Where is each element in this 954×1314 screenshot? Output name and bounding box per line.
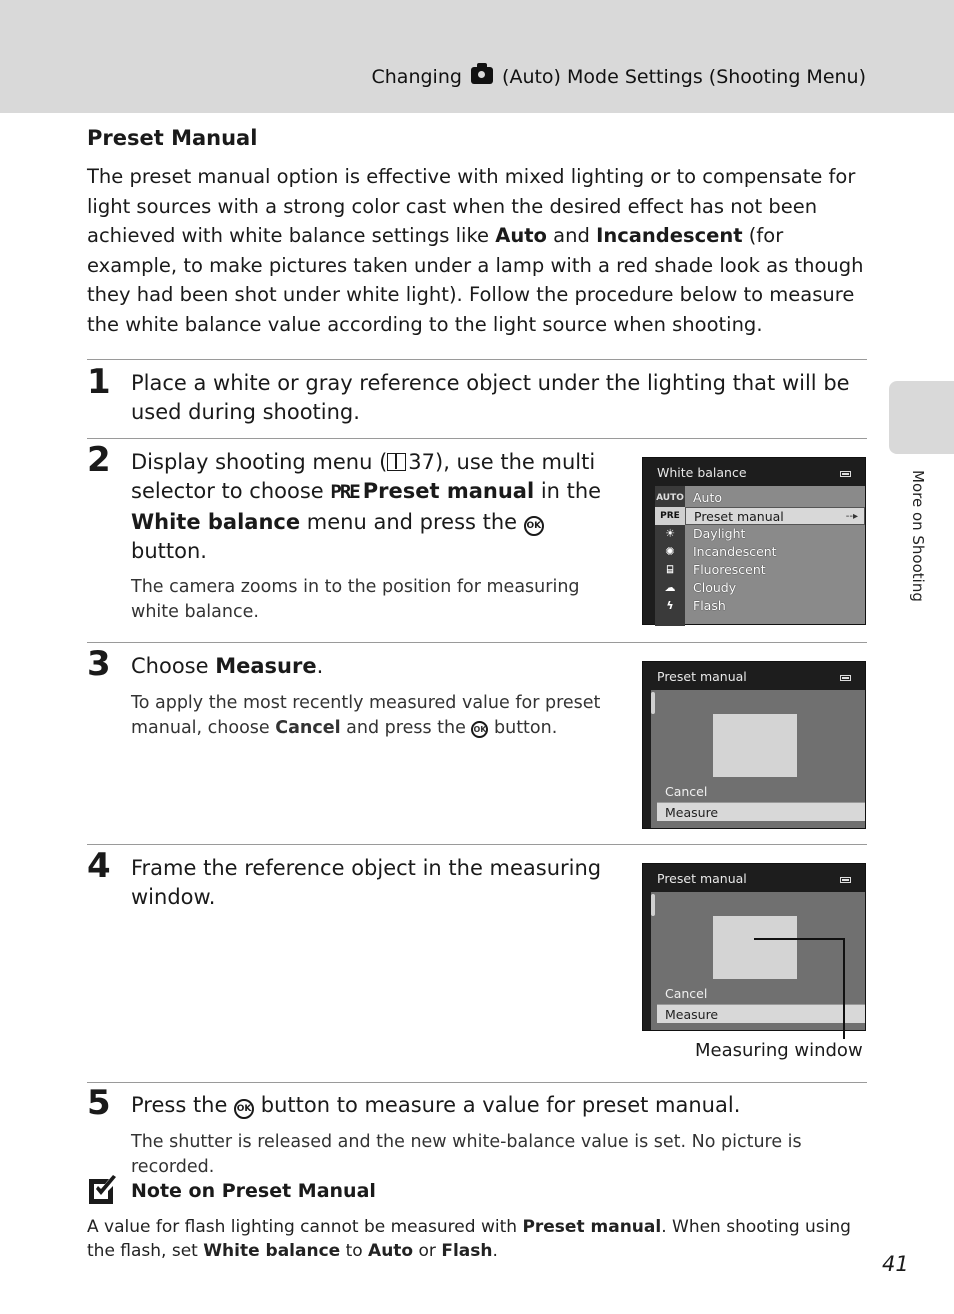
note-t1: A value for flash lighting cannot be measured with <box>87 1217 523 1237</box>
step-3-sub-bold: Cancel <box>275 718 341 738</box>
section-title: Preset Manual <box>87 126 258 150</box>
step-3-bold1: Measure <box>215 654 317 678</box>
step-number: 4 <box>87 846 111 886</box>
page-header-title <box>372 66 867 88</box>
step-3-sub3: button. <box>488 718 558 738</box>
ok-button-icon: OK <box>524 516 544 536</box>
step-2-t2: in the <box>534 479 602 504</box>
screen-title: Preset manual <box>657 871 747 886</box>
step-2-t1: Display shooting menu ( <box>131 450 388 474</box>
measuring-window <box>713 916 797 979</box>
preset-manual-icon: PRE <box>330 481 359 504</box>
side-tab <box>889 381 954 454</box>
incandescent-icon: ✺ <box>665 545 675 558</box>
intro-text-2: (for example, to make pictures taken under a lamp with a red shade look as though they had been shot under white light). Follow the procedure below to measure the white balance value according to the light source when shooting. <box>87 224 864 336</box>
wb-option-auto: Auto <box>693 490 723 505</box>
measuring-window <box>713 714 797 777</box>
note-t2: . When shooting using the flash, set <box>87 1217 851 1261</box>
step-5-text <box>131 1091 866 1120</box>
wb-option-fluorescent: Fluorescent <box>693 562 766 577</box>
step-3-text <box>131 652 621 681</box>
note-t3: to <box>340 1241 369 1261</box>
note-t4: or <box>413 1241 442 1261</box>
check-note-icon <box>87 1175 117 1205</box>
note-b2: White balance <box>203 1241 341 1261</box>
callout-line <box>843 938 845 1039</box>
intro-auto: Auto <box>495 224 547 247</box>
cancel-option: Cancel <box>665 986 708 1001</box>
step-2-bold2: White balance <box>131 509 301 534</box>
intro-text-1: The preset manual option is effective with mixed lighting or to compensate for light sources with a strong color cast when the desired effect has not been achieved with white balance settings like <box>87 165 856 247</box>
wb-option-preset-manual <box>685 507 865 525</box>
screen-title: Preset manual <box>657 669 747 684</box>
intro-incandescent: Incandescent <box>596 224 743 247</box>
note-b4: Flash <box>441 1241 493 1261</box>
step-3-sub2: and press the <box>340 718 472 738</box>
step-3-sub <box>131 691 621 741</box>
step-5-t2: button to measure a value for preset manual. <box>254 1093 741 1117</box>
measure-option: Measure <box>657 802 865 821</box>
intro-and: and <box>546 224 597 247</box>
header-band <box>0 0 954 113</box>
battery-icon <box>840 877 851 883</box>
step-2-t3: menu and press the <box>300 509 524 534</box>
note-t5: . <box>492 1241 498 1261</box>
battery-icon <box>840 675 851 681</box>
arrow-right-icon: --▸ <box>845 511 858 522</box>
note-title: Note on Preset Manual <box>131 1180 376 1202</box>
preset-wb-icon: PRE <box>655 507 685 525</box>
divider <box>87 844 867 845</box>
daylight-icon: ☀ <box>665 527 675 540</box>
screen-menu-area <box>685 486 865 624</box>
preset-manual-screen <box>642 661 866 829</box>
preset-manual-screen <box>642 863 866 1031</box>
wb-option-incandescent: Incandescent <box>693 544 777 559</box>
ok-button-icon: OK <box>234 1099 254 1119</box>
scroll-indicator <box>651 692 655 714</box>
cancel-option: Cancel <box>665 784 708 799</box>
screen-title: White balance <box>657 465 747 480</box>
note-body <box>87 1215 877 1263</box>
battery-icon <box>840 471 851 477</box>
white-balance-screen <box>642 457 866 625</box>
cloudy-icon: ☁ <box>664 581 676 594</box>
book-reference-icon <box>387 453 406 471</box>
wb-option-cloudy: Cloudy <box>693 580 737 595</box>
wb-option-flash: Flash <box>693 598 726 613</box>
step-3-t1: Choose <box>131 654 216 678</box>
intro-paragraph <box>87 162 867 339</box>
step-2-sub: The camera zooms in to the position for measuring white balance. <box>131 577 580 622</box>
page-number: 41 <box>882 1252 909 1276</box>
auto-wb-icon: AUTO <box>656 493 684 503</box>
step-2-t4: button. <box>131 538 207 563</box>
header-title-post: (Auto) Mode Settings (Shooting Menu) <box>502 66 866 88</box>
camera-icon <box>471 67 493 84</box>
step-3-sub1: To apply the most recently measured value for preset manual, choose <box>131 693 601 738</box>
fluorescent-icon: ⌸ <box>666 563 674 576</box>
step-2-text <box>131 448 621 566</box>
ok-button-icon: OK <box>471 721 488 738</box>
note-b3: Auto <box>368 1241 414 1261</box>
header-title-pre: Changing <box>371 66 462 88</box>
note-b1: Preset manual <box>522 1217 662 1237</box>
divider <box>87 642 867 643</box>
flash-icon: ϟ <box>666 599 674 612</box>
callout-line <box>754 938 845 940</box>
step-number: 1 <box>87 362 111 402</box>
step-5-t1: Press the <box>131 1093 235 1117</box>
measuring-window-label: Measuring window <box>695 1040 863 1061</box>
divider <box>87 359 867 360</box>
step-3-t2: . <box>316 654 324 678</box>
scroll-indicator <box>651 894 655 916</box>
wb-option-daylight: Daylight <box>693 526 746 541</box>
divider <box>87 438 867 439</box>
step-number: 2 <box>87 440 111 480</box>
step-number: 3 <box>87 644 111 684</box>
step-4-text: Frame the reference object in the measuring window. <box>131 856 602 910</box>
step-number: 5 <box>87 1083 111 1123</box>
step-1-text: Place a white or gray reference object under the lighting that will be used during shooting. <box>131 371 850 425</box>
step-5-sub: The shutter is released and the new white-balance value is set. No picture is recorded. <box>131 1132 802 1177</box>
side-tab-label: More on Shooting <box>909 470 927 602</box>
step-2-bold1: Preset manual <box>362 479 535 504</box>
divider <box>87 1082 867 1083</box>
measure-option: Measure <box>657 1004 865 1023</box>
wb-option-label: Preset manual <box>694 509 784 524</box>
step-2-ref: 37), use the multi selector to choose <box>131 450 596 504</box>
